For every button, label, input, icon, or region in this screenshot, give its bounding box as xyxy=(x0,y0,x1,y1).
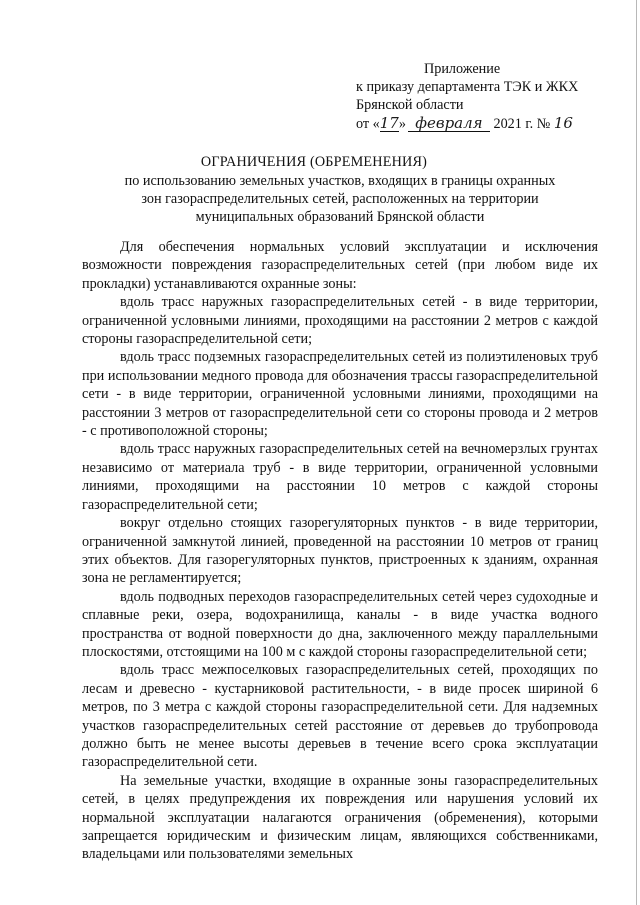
appendix-date-line xyxy=(356,114,616,133)
document-subtitle-line-2: зон газораспределительных сетей, расположенных на территории xyxy=(141,191,539,207)
handwritten-month: февраля xyxy=(408,115,490,132)
paragraph-land-restrictions: На земельные участки, входящие в охранные зоны газораспределительных сетей, в целях предупреждения их повреждения или нарушения условий их нормальной эксплуатации налагаются ограничения (обременения), которыми запрещается юридическим и физическим лицам, являющихся собственниками, владельцами или пользователями земельных xyxy=(82,772,598,863)
appendix-region: Брянской области xyxy=(356,97,464,113)
appendix-header xyxy=(356,60,616,133)
document-subtitle-line-1: по использованию земельных участков, входящих в границы охранных xyxy=(124,173,556,189)
paragraph-intro: Для обеспечения нормальных условий эксплуатации и исключения возможности повреждения газораспределительных сетей (при любом виде их прокладки) устанавливаются охранные зоны: xyxy=(82,239,598,292)
document-body xyxy=(82,238,598,864)
paragraph-regulator-points: вокруг отдельно стоящих газорегуляторных пунктов - в виде территории, ограниченной замкнутой линией, проведенной на расстоянии 10 метров от границ этих объектов. Для газорегуляторных пунктов, пристроенных к зданиям, охранная зона не регламентируется; xyxy=(82,515,598,587)
document-subtitle-line-3: муниципальных образований Брянской области xyxy=(195,209,485,225)
paragraph-underground-networks: вдоль трасс подземных газораспределительных сетей из полиэтиленовых труб при использовании медного провода для обозначения трассы газораспределительной сети - в виде территории, ограниченной условными линиями, проходящими на расстоянии 3 метров от газораспределительной сети со стороны провода и 2 метров - с противоположной стороны; xyxy=(82,349,598,440)
document-heading: ОГРАНИЧЕНИЯ (ОБРЕМЕНЕНИЯ) xyxy=(200,154,428,170)
appendix-order-reference: к приказу департамента ТЭК и ЖКХ xyxy=(356,79,579,95)
handwritten-order-number: 16 xyxy=(553,114,573,132)
scan-edge-line xyxy=(636,0,637,905)
paragraph-outdoor-networks: вдоль трасс наружных газораспределительных сетей - в виде территории, ограниченной условными линиями, проходящими на расстоянии 2 метров с каждой стороны газораспределительной сети; xyxy=(82,294,598,348)
date-prefix: от « xyxy=(356,116,380,132)
document-title-block xyxy=(70,153,610,226)
handwritten-day: 17 xyxy=(379,114,399,132)
date-quote-close: » xyxy=(398,116,406,132)
paragraph-permafrost-networks: вдоль трасс наружных газораспределительных сетей на вечномерзлых грунтах независимо от материала труб - в виде территории, ограниченной условными линиями, проходящими на расстоянии 10 метров с каждой стороны газораспределительной сети; xyxy=(82,441,598,513)
appendix-title: Приложение xyxy=(424,61,501,77)
paragraph-underwater-crossings: вдоль подводных переходов газораспределительных сетей через судоходные и сплавные реки, озера, водохранилища, каналы - в виде участка водного пространства от водной поверхности до дна, заключенного между параллельными плоскостями, отстоящими на 100 м с каждой стороны газораспределительной сети; xyxy=(82,588,598,660)
date-year: 2021 г. № xyxy=(489,116,554,132)
paragraph-forest-networks: вдоль трасс межпоселковых газораспределительных сетей, проходящих по лесам и древесно - кустарниковой растительности, - в виде просек шириной 6 метров, по 3 метра с каждой стороны газораспределительной сети. Для надземных участков газораспределительных сетей расстояние от деревьев до трубопровода должно быть не менее высоты деревьев в течение всего срока эксплуатации газораспределительной сети. xyxy=(82,662,598,771)
